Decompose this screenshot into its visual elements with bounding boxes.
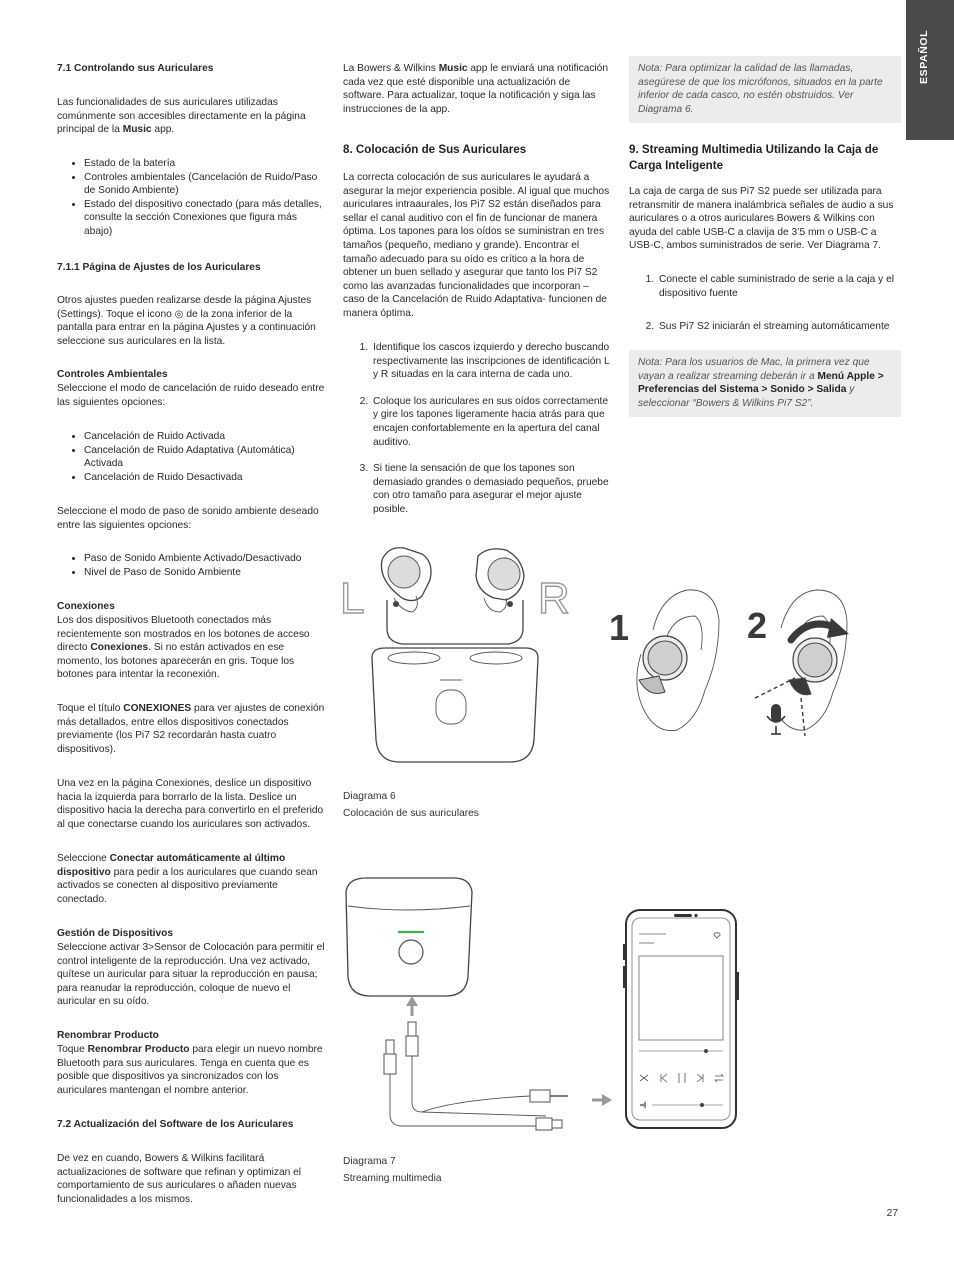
ambient-controls-title: Controles Ambientales <box>57 369 168 380</box>
text-bold: Music <box>122 124 152 136</box>
text-run: Toque el título <box>57 703 124 714</box>
list-item: • Estado del dispositivo conectado (para más detalles, consulte la sección Conexiones que figura más abajo) <box>84 198 327 239</box>
diagram-6-ear-illustration <box>605 580 860 740</box>
text-bold: Conectar automáticamente al último dispositivo <box>57 853 286 878</box>
section-9-title: 9. Streaming Multimedia Utilizando la Caja de Carga Inteligente <box>629 143 879 172</box>
section-8-steps <box>343 341 611 517</box>
smartphone <box>623 910 739 1128</box>
diagram-6-title: Colocación de sus auriculares <box>343 808 479 819</box>
text-run: Los dos dispositivos Bluetooth conectados más recientemente son mostrados en los botones de acceso directo <box>57 615 310 654</box>
step-2-number: 2 <box>747 605 768 646</box>
device-management-paragraph: Seleccione activar 3>Sensor de Colocación para permitir el control inteligente de la reproducción. Una vez activado, quítese un auricular para situar la reproducción en pausa; para reanudar la reproducción, coloque de nuevo el auricular en su oído. <box>57 942 325 1008</box>
section-8-paragraph: La correcta colocación de sus auriculares le ayudará a asegurar la mejor experiencia posible. Al igual que muchos auriculares intraaurales, los Pi7 S2 están diseñados para sellar el canal auditivo con el fin de funcionar de manera óptima. Los tapones para los oídos se suministran en tres tamaños (pequeño, mediano y grande). Encontrar el tamaño adecuado para su oído es crítico a la hora de obtener un buen sellado y asegurar que tanto los Pi7 S2 como las avanzadas funcionalidades que incorporan – caso de la Cancelación de Ruido Adaptativa- funcionen de manera óptima. <box>343 172 610 319</box>
case-button <box>436 690 466 724</box>
progress-knob <box>704 1049 708 1053</box>
left-earbud <box>381 548 431 612</box>
connections-paragraph-2 <box>57 702 327 756</box>
ambient-controls-list <box>57 430 327 484</box>
text-run: Toque <box>57 1044 88 1055</box>
diagram-6-case-illustration <box>330 540 600 775</box>
list-item: • Nivel de Paso de Sonido Ambiente <box>84 566 327 580</box>
rename-product-title: Renombrar Producto <box>57 1030 159 1041</box>
section-7-1-list <box>57 157 327 239</box>
text-run: Nota: Para los usuarios de Mac, la primera vez que vayan a realizar streaming deberán ir a <box>638 357 870 382</box>
language-tab-label: ESPAÑOL <box>918 29 930 84</box>
section-9-paragraph: La caja de carga de sus Pi7 S2 puede ser utilizada para retransmitir de manera inalámbrica señales de audio a sus auriculares o a otros auriculares Bowers & Wilkins con ayuda del cable USB-C a clavija de 3’5 mm o USB-C a USB-C, ambos suministrados de serie. Ver Diagrama 7. <box>629 186 894 252</box>
passthrough-list <box>57 552 327 579</box>
step-1-number: 1 <box>609 607 630 648</box>
list-item: 2. Sus Pi7 S2 iniciarán el streaming automáticamente <box>657 320 897 334</box>
text-run: . Si no están activados en ese momento, los botones aparecerán en gris. Toque los botones para intentar la reconexión. <box>57 642 295 681</box>
rename-product-paragraph <box>57 1043 327 1097</box>
diagram-6-label: Diagrama 6 <box>343 791 396 802</box>
section-9-steps <box>629 273 897 334</box>
ear-2 <box>755 590 849 736</box>
list-item: • Cancelación de Ruido Activada <box>84 430 327 444</box>
list-item: • Paso de Sonido Ambiente Activado/Desactivado <box>84 552 327 566</box>
text-run: para ver ajustes de conexión más detallados, entre ellos dispositivos conectados previamente (los Pi7 S2 recordarán hasta cuatro dispositivos). <box>57 703 325 755</box>
text-bold: Menú Apple > Preferencias del Sistema > Sonido > Salida <box>638 370 884 396</box>
language-tab <box>906 0 954 140</box>
section-7-1-title: 7.1 Controlando sus Auriculares <box>57 63 214 74</box>
text-run: app. <box>151 124 175 136</box>
case-slot-right <box>470 652 522 664</box>
text-run: Las funcionalidades de sus auriculares utilizadas comúnmente son accesibles directamente en la página principal de la <box>57 97 306 136</box>
album-art <box>639 956 723 1040</box>
page-number: 27 <box>886 1208 898 1219</box>
connections-paragraph-4 <box>57 852 327 906</box>
text-bold: Renombrar Producto <box>87 1044 190 1055</box>
list-item: • Controles ambientales (Cancelación de Ruido/Paso de Sonido Ambiente) <box>84 171 327 198</box>
diagram-7-label: Diagrama 7 <box>343 1156 396 1167</box>
case-lid <box>387 600 523 644</box>
case-slot-left <box>388 652 440 664</box>
section-7-1-1-paragraph: Otros ajustes pueden realizarse desde la página Ajustes (Settings). Toque el icono ◎ de la zona inferior de la pantalla para entrar en la página Ajustes y a continuación seleccione sus auriculares en la lista. <box>57 295 316 347</box>
microphone-icon <box>767 704 785 734</box>
note-mac-users <box>629 350 901 417</box>
list-item: • Estado de la batería <box>84 157 327 171</box>
connections-title: Conexiones <box>57 601 115 612</box>
list-item: 1. Identifique los cascos izquierdo y derecho buscando respectivamente las inscripciones de identificación L y R situadas en la cara interna de cada uno. <box>371 341 611 382</box>
section-7-2-paragraph: De vez en cuando, Bowers & Wilkins facilitará actualizaciones de software que refinan y optimizan el comportamiento de sus auriculares o añaden nuevas funcionalidades a los mismos. <box>57 1153 302 1205</box>
update-paragraph <box>343 62 613 116</box>
text-run: app le enviará una notificación cada vez que esté disponible una actualización de software. Para actualizar, toque la notificación y siga las instrucciones de la app. <box>343 63 609 115</box>
right-earbud-letter: R <box>538 574 570 623</box>
device-management-title: Gestión de Dispositivos <box>57 928 174 939</box>
text-run: Seleccione <box>57 853 110 864</box>
text-run: para pedir a los auriculares que cuando sean activados se conecten al dispositivo previamente conectado. <box>57 866 318 905</box>
charging-case <box>346 878 472 996</box>
left-earbud-letter: L <box>340 574 365 623</box>
text-bold: CONEXIONES <box>123 703 192 714</box>
ear-1 <box>637 590 719 731</box>
list-item: 1. Conecte el cable suministrado de serie a la caja y el dispositivo fuente <box>657 273 897 300</box>
case-button <box>399 940 423 964</box>
section-8-title: 8. Colocación de Sus Auriculares <box>343 143 527 156</box>
text-run: La Bowers & Wilkins <box>343 63 439 74</box>
diagram-7-illustration <box>336 872 756 1134</box>
connections-paragraph-1 <box>57 614 327 682</box>
diagram-6-caption <box>343 788 479 822</box>
list-item: 3. Si tiene la sensación de que los tapones son demasiado grandes o demasiado pequeños, pruebe con otro tamaño para asegurar el mejor ajuste posible. <box>371 462 611 516</box>
text-run: y seleccionar “Bowers & Wilkins Pi7 S2”. <box>638 384 855 409</box>
diagram-7-caption <box>343 1153 442 1187</box>
ambient-controls-paragraph: Seleccione el modo de cancelación de ruido deseado entre las siguientes opciones: <box>57 383 325 408</box>
section-7-2-title: 7.2 Actualización del Software de los Auriculares <box>57 1119 294 1130</box>
note-microphones: Nota: Para optimizar la calidad de las llamadas, asegúrese de que los micrófonos, situados en la parte inferior de cada casco, no estén obstruidos. Ver Diagrama 6. <box>629 56 901 123</box>
list-item: • Cancelación de Ruido Desactivada <box>84 471 327 485</box>
usb-cable <box>384 1022 568 1130</box>
passthrough-paragraph: Seleccione el modo de paso de sonido ambiente deseado entre las siguientes opciones: <box>57 506 319 531</box>
text-run: para elegir un nuevo nombre Bluetooth para sus auriculares. Tenga en cuenta que es posible que dispositivos ya sincronizados con los auriculares mantengan el nombre anterior. <box>57 1044 323 1096</box>
diagram-7-title: Streaming multimedia <box>343 1173 442 1184</box>
case-base <box>372 648 538 762</box>
text-bold: Conexiones <box>90 642 149 654</box>
list-item: • Cancelación de Ruido Adaptativa (Automática) Activada <box>84 444 327 471</box>
section-7-1-paragraph <box>57 96 327 137</box>
text-bold: Music <box>438 63 468 74</box>
rotate-arrow-head <box>827 618 849 638</box>
connections-paragraph-3: Una vez en la página Conexiones, deslice un dispositivo hacia la izquierda para borrarlo de la lista. Deslice un dispositivo hacia la derecha para convertirlo en el preferido al que conectarse cuando los auriculares son activados. <box>57 778 324 830</box>
volume-knob <box>700 1103 704 1107</box>
list-item: 2. Coloque los auriculares en sus oídos correctamente y gire los tapones ligeramente hacia atrás para que encajen confortablemente en la apertura del canal auditivo. <box>371 395 611 449</box>
section-7-1-1-title: 7.1.1 Página de Ajustes de los Auriculares <box>57 262 261 273</box>
right-earbud <box>476 549 524 612</box>
